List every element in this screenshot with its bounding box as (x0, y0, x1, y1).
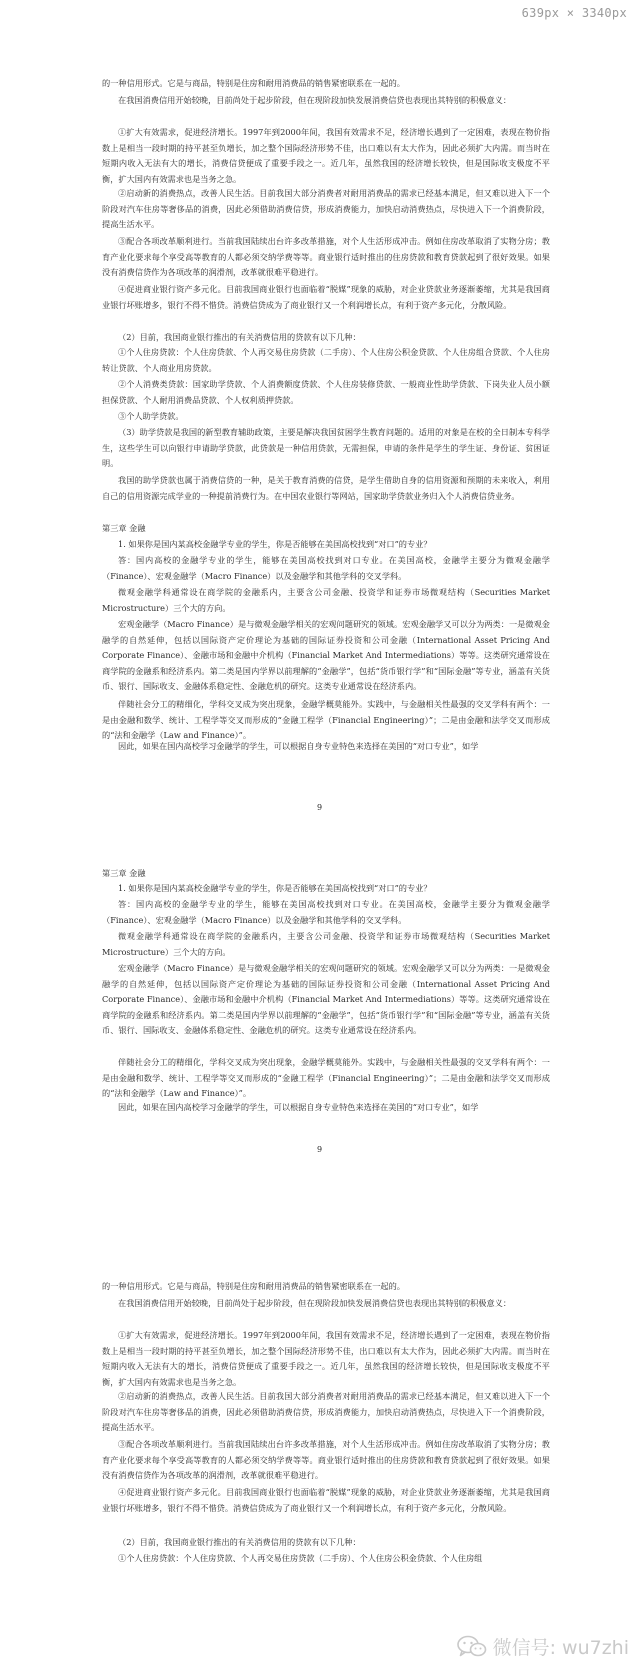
wechat-icon (457, 1635, 487, 1659)
chapter-heading: 第三章 金融 (102, 523, 146, 533)
paragraph: ①扩大有效需求，促进经济增长。1997年到2000年间，我国有效需求不足，经济增长遇到了一定困难，表现在物价指数上是相当一段时期的持平甚至负增长，加之整个国际经济形势不佳，出口难以有太大作为，因此必须扩大内需。而当时在短期内收入无法有大的增长，消费信贷便成了重要手段之一。近几年，虽然我国的经济增长较快，但是国际收支极度不平衡，扩大国内有效需求也是当务之急。 (102, 127, 550, 184)
watermark-text: 微信号: wu7zhi (492, 1637, 629, 1659)
paragraph: 宏观金融学（Macro Finance）是与微观金融学相关的宏观问题研究的领域。宏观金融学又可以分为两类：一是微观金融学的自然延伸，包括以国际资产定价理论为基础的国际证券投资和公司金融（International Asset Pricing And Corporate Finance）、金融市场和金融中介机构（Financial Market And Intermediations）等等。这类研究通常设在商学院的金融系和经济系内。第二类是国内学界以前理解的“金融学”，包括“货币银行学”和“国际金融”等专业，涵盖有关货币、银行、国际收支、金融体系稳定性、金融危机的研究。这类专业通常设在经济系内。 (102, 963, 550, 1036)
paragraph: 的一种信用形式。它是与商品，特别是住房和耐用消费品的销售紧密联系在一起的。 (102, 78, 405, 88)
paragraph: 因此，如果在国内高校学习金融学的学生，可以根据自身专业特色来选择在美国的“对口专业”，如学 (118, 1102, 479, 1112)
paragraph: ①个人住房贷款：个人住房贷款、个人再交易住房贷款（二手房）、个人住房公积金贷款、个人住房组合贷款、个人住房转让贷款、个人商业用房贷款。 (102, 347, 550, 373)
paragraph: ②个人消费类贷款：国家助学贷款、个人消费额度贷款、个人住房装修贷款、一般商业性助学贷款、下岗失业人员小额担保贷款、个人耐用消费品贷款、个人权利质押贷款。 (102, 379, 550, 405)
paragraph: 宏观金融学（Macro Finance）是与微观金融学相关的宏观问题研究的领域。宏观金融学又可以分为两类：一是微观金融学的自然延伸，包括以国际资产定价理论为基础的国际证券投资和公司金融（International Asset Pricing And Corporate Finance）、金融市场和金融中介机构（Financial Market And Intermediations）等等。这类研究通常设在商学院的金融系和经济系内。第二类是国内学界以前理解的“金融学”，包括“货币银行学”和“国际金融”等专业，涵盖有关货币、银行、国际收支、金融体系稳定性、金融危机的研究。这类专业通常设在经济系内。 (102, 619, 550, 692)
paragraph: （3）助学贷款是我国的新型教育辅助政策，主要是解决我国贫困学生教育问题的。适用的对象是在校的全日制本专科学生，这些学生可以向银行申请助学贷款，此贷款是一种信用贷款，无需担保，申请的条件是学生的学生证、身份证、贫困证明。 (102, 427, 550, 469)
paragraph: ③个人助学贷款。 (118, 411, 184, 421)
page-number: 9 (316, 803, 323, 812)
paragraph: 在我国消费信用开始较晚，目前尚处于起步阶段，但在现阶段加快发展消费信贷也表现出其特别的积极意义： (118, 1298, 512, 1308)
paragraph: 因此，如果在国内高校学习金融学的学生，可以根据自身专业特色来选择在美国的“对口专业”，如学 (118, 741, 479, 751)
paragraph: ④促进商业银行资产多元化。目前我国商业银行也面临着“脱媒”现象的威胁，对企业贷款业务逐渐萎缩，尤其是我国商业银行坏账增多，银行不得不惜贷。消费信贷成为了商业银行又一个利润增长点，有利于资产多元化，分散风险。 (102, 1487, 550, 1513)
paragraph: ③配合各项改革顺利进行。当前我国陆续出台许多改革措施，对个人生活形成冲击。例如住房改革取消了实物分房；教育产业化要求每个享受高等教育的人都必须交纳学费等等。商业银行适时推出的住房贷款和教育贷款起到了很好效果。如果没有消费信贷作为各项改革的润滑剂，改革就很难平稳进行。 (102, 236, 550, 278)
page-number: 9 (316, 1145, 323, 1154)
paragraph: ③配合各项改革顺利进行。当前我国陆续出台许多改革措施，对个人生活形成冲击。例如住房改革取消了实物分房；教育产业化要求每个享受高等教育的人都必须交纳学费等等。商业银行适时推出的住房贷款和教育贷款起到了很好效果。如果没有消费信贷作为各项改革的润滑剂，改革就很难平稳进行。 (102, 1439, 550, 1481)
paragraph: 1. 如果你是国内某高校金融学专业的学生，你是否能够在美国高校找到“对口”的专业？ (118, 539, 432, 549)
paragraph: 微观金融学科通常设在商学院的金融系内，主要含公司金融、投资学和证券市场微观结构（Securities Market Microstructure）三个大的方向。 (102, 587, 550, 613)
paragraph: 的一种信用形式。它是与商品，特别是住房和耐用消费品的销售紧密联系在一起的。 (102, 1281, 405, 1291)
paragraph: ①扩大有效需求，促进经济增长。1997年到2000年间，我国有效需求不足，经济增长遇到了一定困难，表现在物价指数上是相当一段时期的持平甚至负增长，加之整个国际经济形势不佳，出口难以有太大作为，因此必须扩大内需。而当时在短期内收入无法有大的增长，消费信贷便成了重要手段之一。近几年，虽然我国的经济增长较快，但是国际收支极度不平衡，扩大国内有效需求也是当务之急。 (102, 1330, 550, 1387)
paragraph: （2）目前，我国商业银行推出的有关消费信用的贷款有以下几种： (118, 332, 361, 342)
paragraph: （2）目前，我国商业银行推出的有关消费信用的贷款有以下几种： (118, 1537, 361, 1547)
paragraph: 答：国内高校的金融学专业的学生，能够在美国高校找到对口专业。在美国高校，金融学主要分为微观金融学（Finance）、宏观金融学（Macro Finance）以及金融学和其他学科的交叉学科。 (102, 555, 550, 581)
paragraph: 伴随社会分工的精细化，学科交叉成为突出现象，金融学概莫能外。实践中，与金融相关性最强的交叉学科有两个：一是由金融和数学、统计、工程学等交叉而形成的“金融工程学（Financial Engineering）”；二是由金融和法学交叉而形成的“法和金融学（Law and Finance）”。 (102, 699, 550, 741)
paragraph: ②启动新的消费热点，改善人民生活。目前我国大部分消费者对耐用消费品的需求已经基本满足，但又难以进入下一个阶段对汽车住房等奢侈品的消费，因此必须借助消费信贷，形成消费能力，加快启动消费热点，尽快进入下一个消费阶段，提高生活水平。 (102, 1391, 550, 1433)
paragraph: 微观金融学科通常设在商学院的金融系内，主要含公司金融、投资学和证券市场微观结构（Securities Market Microstructure）三个大的方向。 (102, 931, 550, 957)
paragraph: ④促进商业银行资产多元化。目前我国商业银行也面临着“脱媒”现象的威胁，对企业贷款业务逐渐萎缩，尤其是我国商业银行坏账增多，银行不得不惜贷。消费信贷成为了商业银行又一个利润增长点，有利于资产多元化，分散风险。 (102, 284, 550, 310)
paragraph: 在我国消费信用开始较晚，目前尚处于起步阶段，但在现阶段加快发展消费信贷也表现出其特别的积极意义： (118, 95, 512, 105)
paragraph: 答：国内高校的金融学专业的学生，能够在美国高校找到对口专业。在美国高校，金融学主要分为微观金融学（Finance）、宏观金融学（Macro Finance）以及金融学和其他学科的交叉学科。 (102, 899, 550, 925)
canvas-size-label: 639px × 3340px (521, 6, 627, 20)
paragraph: 我国的助学贷款也属于消费信贷的一种，是关于教育消费的信贷，是学生借助自身的信用资源和预期的未来收入，利用自己的信用资源完成学业的一种提前消费行为。在中国农业银行等网站，国家助学贷款业务归入个人消费信贷业务。 (102, 475, 550, 501)
paragraph: ②启动新的消费热点，改善人民生活。目前我国大部分消费者对耐用消费品的需求已经基本满足，但又难以进入下一个阶段对汽车住房等奢侈品的消费，因此必须借助消费信贷，形成消费能力，加快启动消费热点，尽快进入下一个消费阶段，提高生活水平。 (102, 188, 550, 230)
chapter-heading: 第三章 金融 (102, 868, 146, 878)
paragraph: 1. 如果你是国内某高校金融学专业的学生，你是否能够在美国高校找到“对口”的专业？ (118, 883, 432, 893)
paragraph: 伴随社会分工的精细化，学科交叉成为突出现象，金融学概莫能外。实践中，与金融相关性最强的交叉学科有两个：一是由金融和数学、统计、工程学等交叉而形成的“金融工程学（Financial Engineering）”；二是由金融和法学交叉而形成的“法和金融学（Law and Finance）”。 (102, 1057, 550, 1099)
wechat-watermark (457, 1633, 629, 1660)
paragraph: ①个人住房贷款：个人住房贷款、个人再交易住房贷款（二手房）、个人住房公积金贷款、个人住房组 (118, 1553, 483, 1563)
